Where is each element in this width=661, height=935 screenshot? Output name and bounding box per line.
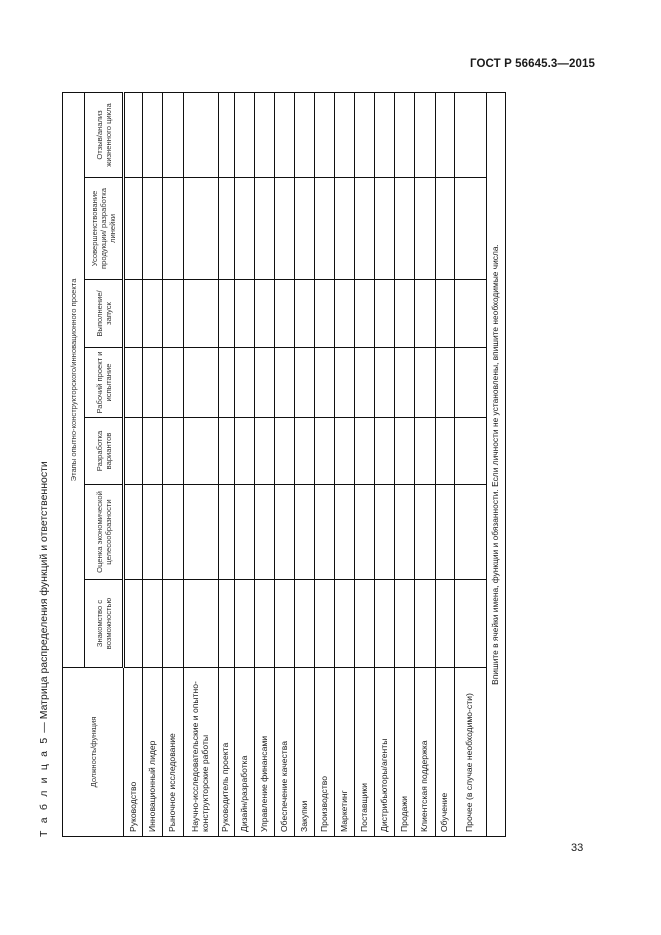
matrix-cell[interactable] (355, 348, 375, 418)
matrix-cell[interactable] (143, 485, 163, 580)
matrix-cell[interactable] (143, 280, 163, 348)
matrix-cell[interactable] (234, 92, 254, 177)
matrix-cell[interactable] (254, 92, 274, 177)
matrix-cell[interactable] (294, 280, 314, 348)
table-row (315, 92, 335, 836)
row-label: Управление финансами (254, 668, 274, 837)
matrix-cell[interactable] (124, 580, 143, 668)
column-header: Оценка экономической целесообразности (85, 485, 124, 580)
matrix-cell[interactable] (124, 485, 143, 580)
table-body (124, 92, 487, 836)
row-label: Производство (315, 668, 335, 837)
page-number: 33 (571, 842, 584, 854)
rotated-table-container (38, 93, 506, 837)
row-label: Научно-исследовательские и опытно-конструкторские работы (183, 668, 218, 837)
matrix-cell[interactable] (335, 580, 355, 668)
matrix-cell[interactable] (315, 418, 335, 485)
matrix-cell[interactable] (183, 348, 218, 418)
matrix-cell[interactable] (254, 418, 274, 485)
row-label: Дистрибьюторы/агенты (375, 668, 395, 837)
matrix-cell[interactable] (218, 178, 234, 280)
matrix-cell[interactable] (254, 280, 274, 348)
matrix-cell[interactable] (375, 348, 395, 418)
matrix-cell[interactable] (218, 485, 234, 580)
row-header-cell: Должность/функция (63, 668, 124, 837)
matrix-cell[interactable] (163, 580, 183, 668)
table-title-prefix: Т а б л и ц а 5 (38, 735, 50, 837)
table-row (294, 92, 314, 836)
matrix-cell[interactable] (355, 580, 375, 668)
row-label: Маркетинг (335, 668, 355, 837)
matrix-cell[interactable] (375, 92, 395, 177)
row-label: Обеспечение качества (274, 668, 294, 837)
matrix-cell[interactable] (395, 418, 415, 485)
matrix-cell[interactable] (454, 348, 486, 418)
row-label: Закупки (294, 668, 314, 837)
matrix-cell[interactable] (234, 580, 254, 668)
matrix-cell[interactable] (315, 348, 335, 418)
row-label: Продажи (395, 668, 415, 837)
matrix-cell[interactable] (254, 580, 274, 668)
note-row (486, 92, 505, 836)
table-row (183, 92, 218, 836)
matrix-cell[interactable] (274, 485, 294, 580)
matrix-cell[interactable] (315, 92, 335, 177)
matrix-cell[interactable] (254, 485, 274, 580)
matrix-cell[interactable] (375, 580, 395, 668)
matrix-cell[interactable] (254, 348, 274, 418)
matrix-cell[interactable] (163, 178, 183, 280)
matrix-cell[interactable] (454, 92, 486, 177)
matrix-cell[interactable] (395, 178, 415, 280)
matrix-cell[interactable] (274, 348, 294, 418)
matrix-cell[interactable] (315, 178, 335, 280)
matrix-cell[interactable] (435, 178, 454, 280)
table-row (124, 92, 143, 836)
matrix-cell[interactable] (124, 92, 143, 177)
matrix-cell[interactable] (454, 418, 486, 485)
column-header: Усовершенствование продукции/ разработка линейки (85, 178, 124, 280)
matrix-cell[interactable] (415, 178, 435, 280)
column-header: Рабочий проект и испытание (85, 348, 124, 418)
table-row (395, 92, 415, 836)
matrix-cell[interactable] (163, 92, 183, 177)
matrix-cell[interactable] (143, 92, 163, 177)
row-label: Обучение (435, 668, 454, 837)
matrix-cell[interactable] (435, 485, 454, 580)
matrix-cell[interactable] (454, 580, 486, 668)
column-header: Разработка вариантов (85, 418, 124, 485)
matrix-cell[interactable] (395, 348, 415, 418)
matrix-cell[interactable] (375, 418, 395, 485)
matrix-cell[interactable] (355, 485, 375, 580)
matrix-cell[interactable] (294, 580, 314, 668)
matrix-cell[interactable] (294, 348, 314, 418)
matrix-cell[interactable] (218, 348, 234, 418)
table-title-text: — Матрица распределения функций и ответственности (38, 461, 50, 736)
matrix-cell[interactable] (415, 485, 435, 580)
row-label: Инновационный лидер (143, 668, 163, 837)
table-row (355, 92, 375, 836)
matrix-cell[interactable] (124, 178, 143, 280)
table-row (375, 92, 395, 836)
matrix-cell[interactable] (355, 92, 375, 177)
matrix-cell[interactable] (355, 280, 375, 348)
matrix-cell[interactable] (435, 580, 454, 668)
matrix-cell[interactable] (163, 348, 183, 418)
matrix-cell[interactable] (234, 178, 254, 280)
responsibility-matrix-table (62, 92, 506, 837)
matrix-cell[interactable] (454, 178, 486, 280)
matrix-cell[interactable] (234, 485, 254, 580)
matrix-cell[interactable] (218, 580, 234, 668)
matrix-cell[interactable] (355, 418, 375, 485)
matrix-cell[interactable] (395, 580, 415, 668)
matrix-cell[interactable] (143, 580, 163, 668)
column-header: Отзыв/анализ жизненного цикла (85, 92, 124, 177)
matrix-cell[interactable] (183, 178, 218, 280)
matrix-cell[interactable] (163, 280, 183, 348)
matrix-cell[interactable] (435, 418, 454, 485)
matrix-cell[interactable] (294, 418, 314, 485)
column-header: Знакомство с возможностью (85, 580, 124, 668)
table-row (435, 92, 454, 836)
table-row (454, 92, 486, 836)
matrix-cell[interactable] (183, 92, 218, 177)
matrix-cell[interactable] (375, 485, 395, 580)
matrix-cell[interactable] (335, 418, 355, 485)
matrix-cell[interactable] (143, 348, 163, 418)
matrix-cell[interactable] (335, 485, 355, 580)
matrix-cell[interactable] (375, 280, 395, 348)
table-row (143, 92, 163, 836)
matrix-cell[interactable] (335, 92, 355, 177)
matrix-cell[interactable] (234, 280, 254, 348)
matrix-cell[interactable] (218, 280, 234, 348)
matrix-cell[interactable] (315, 485, 335, 580)
group-header-cell: Этапы опытно-конструкторского/инновационного проекта (63, 92, 85, 667)
document-header: ГОСТ Р 56645.3—2015 (470, 58, 595, 70)
matrix-cell[interactable] (124, 348, 143, 418)
matrix-cell[interactable] (335, 178, 355, 280)
table-row (415, 92, 435, 836)
table-row (335, 92, 355, 836)
matrix-cell[interactable] (435, 348, 454, 418)
matrix-cell[interactable] (435, 92, 454, 177)
table-row (234, 92, 254, 836)
row-label: Руководство (124, 668, 143, 837)
matrix-cell[interactable] (335, 348, 355, 418)
matrix-cell[interactable] (163, 485, 183, 580)
matrix-cell[interactable] (415, 92, 435, 177)
matrix-cell[interactable] (143, 178, 163, 280)
matrix-cell[interactable] (294, 178, 314, 280)
matrix-cell[interactable] (274, 418, 294, 485)
matrix-cell[interactable] (183, 580, 218, 668)
matrix-cell[interactable] (218, 418, 234, 485)
matrix-cell[interactable] (454, 485, 486, 580)
matrix-cell[interactable] (254, 178, 274, 280)
table-row (254, 92, 274, 836)
matrix-cell[interactable] (124, 280, 143, 348)
matrix-cell[interactable] (355, 178, 375, 280)
matrix-cell[interactable] (183, 485, 218, 580)
matrix-cell[interactable] (315, 580, 335, 668)
table-row (218, 92, 234, 836)
matrix-cell[interactable] (415, 418, 435, 485)
matrix-cell[interactable] (454, 280, 486, 348)
matrix-cell[interactable] (218, 92, 234, 177)
matrix-cell[interactable] (234, 418, 254, 485)
matrix-cell[interactable] (183, 280, 218, 348)
row-label: Руководитель проекта (218, 668, 234, 837)
matrix-cell[interactable] (274, 280, 294, 348)
matrix-cell[interactable] (395, 280, 415, 348)
matrix-cell[interactable] (274, 178, 294, 280)
table-row (163, 92, 183, 836)
matrix-cell[interactable] (294, 485, 314, 580)
table-note: Впишите в ячейки имена, функции и обязанности. Если личности не установлены, впишите необходимые числа. (486, 92, 505, 836)
row-label: Прочее (в случае необходимо-сти) (454, 668, 486, 837)
matrix-cell[interactable] (415, 580, 435, 668)
matrix-cell[interactable] (234, 348, 254, 418)
column-header: Выполнение/ запуск (85, 280, 124, 348)
matrix-cell[interactable] (183, 418, 218, 485)
matrix-cell[interactable] (395, 485, 415, 580)
matrix-cell[interactable] (375, 178, 395, 280)
row-label: Поставщики (355, 668, 375, 837)
row-label: Клиентская поддержка (415, 668, 435, 837)
matrix-cell[interactable] (335, 280, 355, 348)
matrix-cell[interactable] (274, 580, 294, 668)
row-label: Рыночное исследование (163, 668, 183, 837)
matrix-cell[interactable] (163, 418, 183, 485)
matrix-cell[interactable] (294, 92, 314, 177)
matrix-cell[interactable] (315, 280, 335, 348)
matrix-cell[interactable] (395, 92, 415, 177)
matrix-cell[interactable] (124, 418, 143, 485)
group-header-row (63, 92, 85, 836)
matrix-cell[interactable] (415, 280, 435, 348)
table-title (38, 461, 50, 837)
matrix-cell[interactable] (415, 348, 435, 418)
matrix-cell[interactable] (274, 92, 294, 177)
table-row (274, 92, 294, 836)
matrix-cell[interactable] (435, 280, 454, 348)
matrix-cell[interactable] (143, 418, 163, 485)
row-label: Дизайн/разработка (234, 668, 254, 837)
